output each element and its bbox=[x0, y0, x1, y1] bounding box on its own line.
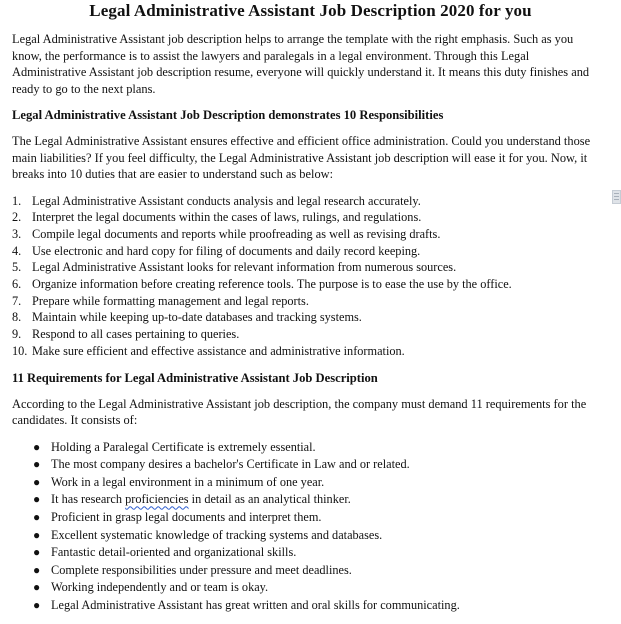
list-item bbox=[12, 343, 609, 360]
list-item-text: Excellent systematic knowledge of tracking systems and databases. bbox=[51, 527, 383, 542]
bullet-icon: ● bbox=[33, 597, 41, 612]
bullet-icon: ● bbox=[33, 457, 41, 472]
list-item bbox=[12, 276, 609, 293]
list-item bbox=[12, 259, 609, 276]
bullet-icon: ● bbox=[33, 527, 41, 542]
bullet-icon: ● bbox=[33, 509, 41, 524]
responsibilities-heading: Legal Administrative Assistant Job Description demonstrates 10 Responsibilities bbox=[12, 108, 444, 122]
list-item bbox=[12, 456, 609, 474]
list-item bbox=[12, 597, 609, 615]
list-number: 3. bbox=[12, 226, 22, 241]
intro-paragraph: Legal Administrative Assistant job description helps to arrange the template with the right emphasis. Such as you know, the performance is to assist the lawyers and paralegals in a legal environment. Through this Legal Administrative Assistant job description resume, everyone will quickly understand it. It means this duty finishes and ready to go to the next plans. bbox=[12, 32, 590, 96]
responsibilities-intro-paragraph: The Legal Administrative Assistant ensures effective and efficient office administration. Could you understand those main liabilities? If you feel difficulty, the Legal Administrative Assistant job description will ease it for you. Now, it breaks into 10 duties that are easier to understand such as below: bbox=[12, 134, 591, 181]
margin-handle-icon[interactable] bbox=[612, 190, 621, 204]
list-item bbox=[12, 544, 609, 562]
list-item-text: Prepare while formatting management and legal reports. bbox=[32, 293, 309, 308]
list-item-text-end: in detail as an analytical thinker. bbox=[188, 492, 351, 507]
list-item-text: Fantastic detail-oriented and organizational skills. bbox=[51, 545, 297, 560]
list-item bbox=[12, 209, 609, 226]
list-item-text: Use electronic and hard copy for filing of documents and daily record keeping. bbox=[32, 243, 421, 258]
list-item bbox=[12, 509, 609, 527]
list-item-text: Work in a legal environment in a minimum of one year. bbox=[51, 474, 325, 489]
bullet-icon: ● bbox=[33, 562, 41, 577]
list-item-text: Interpret the legal documents within the cases of laws, rulings, and regulations. bbox=[32, 210, 422, 225]
list-item bbox=[12, 491, 609, 509]
list-item bbox=[12, 579, 609, 597]
list-item-text: Working independently and or team is okay. bbox=[51, 580, 269, 595]
list-item bbox=[12, 243, 609, 260]
list-item-text: Complete responsibilities under pressure and meet deadlines. bbox=[51, 562, 352, 577]
list-item-text: Holding a Paralegal Certificate is extremely essential. bbox=[51, 439, 316, 454]
list-item bbox=[12, 226, 609, 243]
list-item bbox=[12, 309, 609, 326]
spellcheck-flagged-word[interactable]: proficiencies bbox=[125, 492, 189, 507]
list-item bbox=[12, 474, 609, 492]
bullet-icon: ● bbox=[33, 580, 41, 595]
list-number: 8. bbox=[12, 310, 22, 325]
bullet-icon: ● bbox=[33, 439, 41, 454]
list-item-text: The most company desires a bachelor's Certificate in Law and or related. bbox=[51, 457, 410, 472]
list-item-text: Organize information before creating reference tools. The purpose is to ease the use by the office. bbox=[32, 277, 512, 292]
list-item bbox=[12, 527, 609, 545]
list-item-text: Legal Administrative Assistant has great written and oral skills for communicating. bbox=[51, 597, 460, 612]
list-number: 6. bbox=[12, 277, 22, 292]
list-number: 1. bbox=[12, 193, 22, 208]
list-item bbox=[12, 193, 609, 210]
list-item-text: Maintain while keeping up-to-date databases and tracking systems. bbox=[32, 310, 362, 325]
list-item bbox=[12, 326, 609, 343]
list-item-text: Legal Administrative Assistant conducts analysis and legal research accurately. bbox=[32, 193, 421, 208]
list-item bbox=[12, 562, 609, 580]
responsibilities-list bbox=[12, 193, 609, 360]
list-item-text: Respond to all cases pertaining to queries. bbox=[32, 327, 240, 342]
list-number: 9. bbox=[12, 327, 22, 342]
requirements-list bbox=[12, 439, 609, 615]
list-number: 4. bbox=[12, 243, 22, 258]
list-item-text: Compile legal documents and reports while proofreading as well as revising drafts. bbox=[32, 226, 441, 241]
bullet-icon: ● bbox=[33, 545, 41, 560]
list-number: 10. bbox=[12, 343, 28, 358]
list-number: 5. bbox=[12, 260, 22, 275]
requirements-intro-paragraph: According to the Legal Administrative Assistant job description, the company must demand 11 requirements for the candidates. It consists of: bbox=[12, 396, 587, 428]
list-item-text: Proficient in grasp legal documents and interpret them. bbox=[51, 509, 322, 524]
bullet-icon: ● bbox=[33, 492, 41, 507]
list-item-text: Legal Administrative Assistant looks for relevant information from numerous sources. bbox=[32, 260, 457, 275]
bullet-icon: ● bbox=[33, 474, 41, 489]
requirements-heading: 11 Requirements for Legal Administrative Assistant Job Description bbox=[12, 370, 378, 385]
document-title: Legal Administrative Assistant Job Description 2020 for you bbox=[89, 1, 532, 20]
list-item-text-start: It has research bbox=[51, 492, 126, 507]
list-item bbox=[12, 293, 609, 310]
list-number: 2. bbox=[12, 210, 22, 225]
list-item-text: Make sure efficient and effective assistance and administrative information. bbox=[32, 343, 405, 358]
list-item bbox=[12, 439, 609, 457]
list-number: 7. bbox=[12, 293, 22, 308]
